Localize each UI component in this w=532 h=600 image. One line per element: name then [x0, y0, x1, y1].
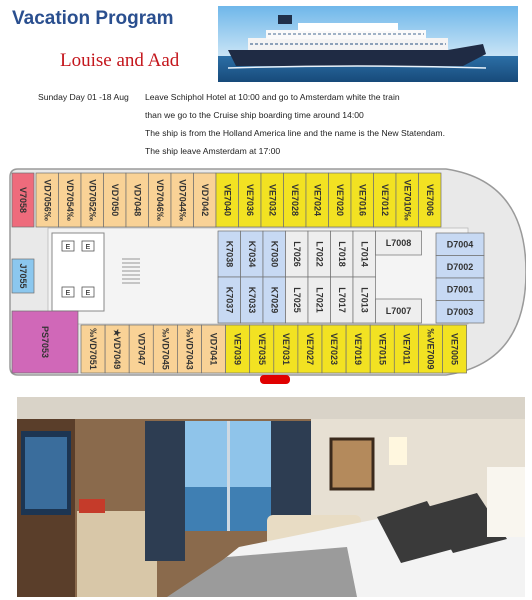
cabin-label: VD7046‰ — [154, 179, 165, 221]
cabin-label: VE7016 — [357, 183, 368, 217]
cabin-label: VE7039 — [232, 332, 243, 366]
cabin-interior-photo — [17, 397, 525, 597]
elevator-label: E — [85, 290, 91, 297]
cabin-label: L7017 — [336, 287, 347, 313]
page-title: Vacation Program — [12, 8, 174, 29]
cabin-label: ‰VD7051 — [88, 328, 99, 370]
cabin-label: VE7005 — [449, 332, 460, 366]
cabin-label: L7026 — [291, 241, 302, 267]
cabin-label: ‰VD7043 — [184, 328, 195, 370]
cabin-label: L7008 — [385, 238, 412, 248]
cabin-label: D7004 — [446, 239, 474, 250]
cabin-label: ★VD7049 — [112, 328, 123, 370]
cabin-label: ‰VE7009 — [425, 328, 436, 370]
cabin-label: L7021 — [314, 287, 325, 313]
cabin-label: L7013 — [359, 287, 370, 313]
cabin-label: VE7012 — [379, 183, 390, 217]
cabin-label: VE7020 — [334, 183, 345, 217]
cabin-label: VE7010‰ — [402, 179, 413, 221]
cabin-label: VE7015 — [377, 332, 388, 366]
cabin-label: VE7040 — [222, 183, 233, 217]
cabin-label: K7029 — [269, 286, 280, 314]
cabin-label: L7025 — [291, 287, 302, 313]
cabin-label: L7007 — [385, 306, 412, 316]
gangway-marker — [260, 375, 290, 384]
staircase — [122, 259, 140, 283]
cabin-label: D7001 — [446, 284, 474, 295]
cabin-label: L7014 — [359, 241, 370, 267]
cabin-label: K7033 — [246, 286, 257, 314]
page-subtitle: Louise and Aad — [60, 50, 180, 71]
cabin-label: VE7027 — [304, 332, 315, 366]
day-label: Sunday Day 01 -18 Aug — [38, 92, 129, 102]
elevator-label: E — [65, 244, 71, 251]
cabin-label: ‰VD7045 — [160, 328, 171, 370]
cabin-label: K7030 — [269, 240, 280, 268]
cabin-label: VE7032 — [267, 183, 278, 217]
cabin-label: VE7023 — [329, 332, 340, 366]
cabin-label: VD7047 — [136, 332, 147, 366]
cabin-label: VE7028 — [289, 183, 300, 217]
cabin-label: VE7006 — [424, 183, 435, 217]
cabin-label: VD7052‰ — [87, 179, 98, 221]
cabin-label: VD7048 — [132, 183, 143, 217]
cabin-label: VE7011 — [401, 333, 412, 365]
cruise-ship-photo — [218, 6, 518, 82]
cabin-label: VE7019 — [353, 332, 364, 366]
cabin-label: VE7035 — [256, 332, 267, 366]
cabin-label: VD7042 — [199, 183, 210, 217]
cabin-label: K7034 — [246, 240, 257, 268]
cabin-label: L7022 — [314, 241, 325, 267]
cabin-label: VD7044‰ — [177, 179, 188, 221]
cabin-label: J7055 — [18, 263, 28, 289]
cabin-label: K7037 — [224, 286, 235, 314]
cabin-label: VD7050 — [109, 183, 120, 217]
cabin-label: VD7054‰ — [64, 179, 75, 221]
cabin-label: VE7031 — [280, 332, 291, 366]
schedule-line: The ship is from the Holland America line and the name is the New Statendam. — [145, 128, 445, 138]
elevator-label: E — [85, 244, 91, 251]
cabin-label: D7002 — [446, 261, 474, 272]
cabin-label: VD7041 — [208, 332, 219, 366]
cabin-label: D7003 — [446, 306, 474, 317]
cabin-label: L7018 — [336, 241, 347, 267]
cabin-label: K7038 — [224, 240, 235, 268]
elevator-label: E — [65, 290, 71, 297]
cabin-label: VE7024 — [312, 183, 323, 217]
cabin-label: PS7053 — [40, 325, 50, 359]
schedule-line: The ship leave Amsterdam at 17:00 — [145, 146, 281, 156]
cabin-label: VE7036 — [244, 183, 255, 217]
deck-plan — [6, 161, 526, 384]
cabin-label: VD7056‰ — [42, 179, 53, 221]
cabin-label: V7058 — [18, 186, 28, 214]
schedule-line: than we go to the Cruise ship boarding time around 14:00 — [145, 110, 364, 120]
schedule-line: Leave Schiphol Hotel at 10:00 and go to Amsterdam white the train — [145, 92, 400, 102]
